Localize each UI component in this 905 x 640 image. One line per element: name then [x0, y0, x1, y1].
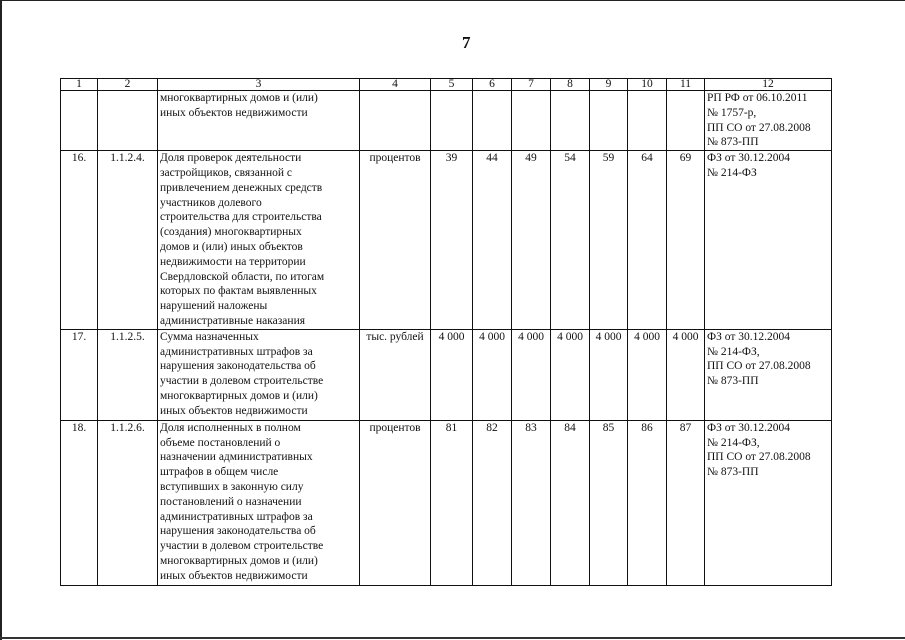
value-cell: 44: [473, 151, 512, 330]
value-cell: 4 000: [667, 329, 705, 420]
page-frame-left: [0, 0, 2, 640]
legal-source-cell: ФЗ от 30.12.2004 № 214-ФЗ: [705, 151, 832, 330]
value-cell: 84: [551, 420, 590, 585]
page-frame-top: [0, 0, 905, 1]
value-cell: 4 000: [512, 329, 551, 420]
indicator-name-cell: Сумма назначенных административных штрафов за нарушения законодательства об участии в долевом строительстве многоквартирных домов и (или) иных объектов недвижимости: [158, 329, 360, 420]
value-cell: [512, 91, 551, 151]
value-cell: 69: [667, 151, 705, 330]
header-cell: 3: [158, 79, 360, 91]
value-cell: 82: [473, 420, 512, 585]
header-cell: 10: [628, 79, 667, 91]
indicator-name-cell: Доля проверок деятельности застройщиков, связанной с привлечением денежных средств участников долевого строительства для строительства (создания) многоквартирных домов и (или) иных объектов недвижимости на территории Свердловской области, по итогам которых по фактам выявленных нарушений наложены административные наказания: [158, 151, 360, 330]
row-number-cell: [61, 91, 98, 151]
unit-cell: процентов: [360, 420, 431, 585]
value-cell: 64: [628, 151, 667, 330]
value-cell: [590, 91, 628, 151]
legal-source-cell: РП РФ от 06.10.2011 № 1757-р, ПП СО от 27.08.2008 № 873-ПП: [705, 91, 832, 151]
indicator-name-cell: многоквартирных домов и (или) иных объектов недвижимости: [158, 91, 360, 151]
header-cell: 8: [551, 79, 590, 91]
page-frame-bottom: [0, 637, 905, 639]
header-cell: 9: [590, 79, 628, 91]
value-cell: 87: [667, 420, 705, 585]
value-cell: 83: [512, 420, 551, 585]
value-cell: 4 000: [590, 329, 628, 420]
value-cell: 4 000: [431, 329, 473, 420]
value-cell: 4 000: [551, 329, 590, 420]
value-cell: 86: [628, 420, 667, 585]
header-cell: 12: [705, 79, 832, 91]
header-cell: 11: [667, 79, 705, 91]
unit-cell: процентов: [360, 151, 431, 330]
value-cell: [431, 91, 473, 151]
value-cell: 39: [431, 151, 473, 330]
table-row: [61, 151, 832, 330]
header-cell: 2: [98, 79, 158, 91]
value-cell: 54: [551, 151, 590, 330]
table-row: [61, 329, 832, 420]
indicators-table: [60, 78, 832, 586]
header-cell: 5: [431, 79, 473, 91]
value-cell: [667, 91, 705, 151]
table-row: [61, 420, 832, 585]
value-cell: 59: [590, 151, 628, 330]
indicator-name-cell: Доля исполненных в полном объеме постановлений о назначении административных штрафов в общем числе вступивших в законную силу постановлений о назначении административных штрафов за нарушения законодательства об участии в долевом строительстве многоквартирных домов и (или) иных объектов недвижимости: [158, 420, 360, 585]
row-number-cell: 18.: [61, 420, 98, 585]
value-cell: 85: [590, 420, 628, 585]
table-header-row: [61, 79, 832, 91]
legal-source-cell: ФЗ от 30.12.2004 № 214-ФЗ, ПП СО от 27.08.2008 № 873-ПП: [705, 329, 832, 420]
table-row: [61, 91, 832, 151]
value-cell: 81: [431, 420, 473, 585]
legal-source-cell: ФЗ от 30.12.2004 № 214-ФЗ, ПП СО от 27.08.2008 № 873-ПП: [705, 420, 832, 585]
row-code-cell: 1.1.2.5.: [98, 329, 158, 420]
row-number-cell: 17.: [61, 329, 98, 420]
value-cell: [551, 91, 590, 151]
page-number: 7: [462, 33, 471, 52]
value-cell: [473, 91, 512, 151]
value-cell: 49: [512, 151, 551, 330]
value-cell: [628, 91, 667, 151]
row-code-cell: [98, 91, 158, 151]
header-cell: 6: [473, 79, 512, 91]
row-code-cell: 1.1.2.4.: [98, 151, 158, 330]
header-cell: 1: [61, 79, 98, 91]
header-cell: 4: [360, 79, 431, 91]
row-code-cell: 1.1.2.6.: [98, 420, 158, 585]
header-cell: 7: [512, 79, 551, 91]
value-cell: 4 000: [473, 329, 512, 420]
value-cell: 4 000: [628, 329, 667, 420]
row-number-cell: 16.: [61, 151, 98, 330]
unit-cell: тыс. рублей: [360, 329, 431, 420]
unit-cell: [360, 91, 431, 151]
